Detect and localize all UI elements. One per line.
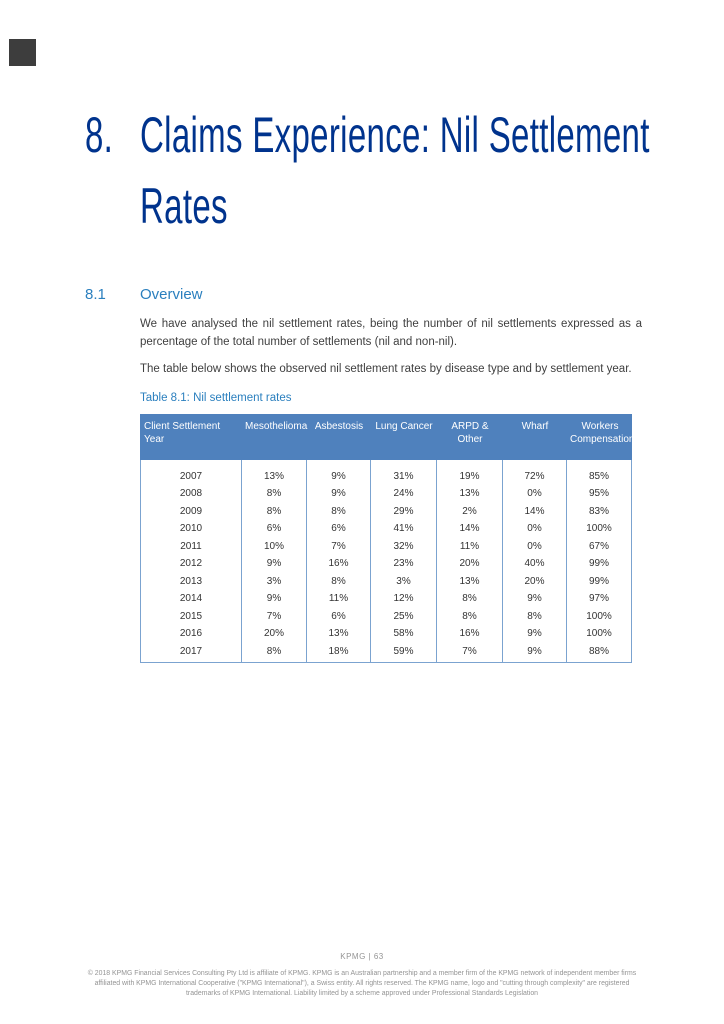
rate-cell: 14% [437,520,503,538]
rate-cell: 18% [307,643,371,664]
rate-cell: 13% [242,460,307,486]
rate-cell: 40% [503,555,567,573]
table-header [140,414,635,460]
year-cell: 2009 [140,503,242,521]
rate-cell: 25% [371,608,437,626]
rate-cell: 20% [437,555,503,573]
rate-cell: 16% [437,625,503,643]
annotation-square [9,39,36,66]
column-header: Client Settlement Year [140,414,242,460]
column-header: ARPD & Other [437,414,503,460]
year-cell: 2017 [140,643,242,664]
rate-cell: 99% [567,573,632,591]
table-row [140,538,632,556]
chapter-heading [85,100,724,242]
rate-cell: 8% [242,643,307,664]
rate-cell: 20% [242,625,307,643]
section-title: Overview [140,286,203,303]
rate-cell: 13% [437,485,503,503]
rate-cell: 85% [567,460,632,486]
column-header: Mesothelioma [242,414,307,460]
year-cell: 2012 [140,555,242,573]
rate-cell: 100% [567,608,632,626]
legal-disclaimer [62,969,662,999]
page-number-label: KPMG | 63 [340,952,384,961]
rate-cell: 16% [307,555,371,573]
rate-cell: 2% [437,503,503,521]
year-cell: 2010 [140,520,242,538]
chapter-title-line1: Claims Experience: Nil Settlement [140,107,650,163]
rate-cell: 32% [371,538,437,556]
nil-rates-table-body [140,460,632,664]
paragraph: We have analysed the nil settlement rates, being the number of nil settlements expressed as a percentage of the total number of settlements (nil and non-nil). [140,318,642,348]
column-header: Workers Compensation [567,414,632,460]
rate-cell: 8% [242,503,307,521]
rate-cell: 8% [242,485,307,503]
table-row [140,573,632,591]
year-cell: 2007 [140,460,242,486]
rate-cell: 0% [503,520,567,538]
table-row [140,625,632,643]
section-number: 8.1 [85,286,106,303]
table-row [140,608,632,626]
rate-cell: 9% [503,625,567,643]
rate-cell: 29% [371,503,437,521]
rate-cell: 13% [307,625,371,643]
rate-cell: 9% [307,460,371,486]
chapter-title-line2: Rates [140,178,228,234]
rate-cell: 100% [567,625,632,643]
rate-cell: 23% [371,555,437,573]
column-header: Lung Cancer [371,414,437,460]
rate-cell: 83% [567,503,632,521]
rate-cell: 88% [567,643,632,664]
year-cell: 2013 [140,573,242,591]
rate-cell: 8% [437,608,503,626]
year-cell: 2014 [140,590,242,608]
rate-cell: 9% [242,590,307,608]
rate-cell: 14% [503,503,567,521]
rate-cell: 100% [567,520,632,538]
rate-cell: 7% [242,608,307,626]
year-cell: 2016 [140,625,242,643]
column-header: Asbestosis [307,414,371,460]
rate-cell: 0% [503,485,567,503]
rate-cell: 67% [567,538,632,556]
section-heading [85,286,203,303]
rate-cell: 19% [437,460,503,486]
legal-line: © 2018 KPMG Financial Services Consulting Pty Ltd is affiliate of KPMG. KPMG is an Australian partnership and a member firm of the KPMG network of independent member firms [87,970,637,977]
rate-cell: 20% [503,573,567,591]
rate-cell: 8% [307,573,371,591]
rate-cell: 8% [503,608,567,626]
rate-cell: 31% [371,460,437,486]
table-row [140,460,632,486]
rate-cell: 11% [437,538,503,556]
section-content [140,316,642,663]
year-cell: 2011 [140,538,242,556]
table-row [140,590,632,608]
nil-settlement-rates-table [140,414,635,664]
table-row [140,503,632,521]
column-header: Wharf [503,414,567,460]
rate-cell: 24% [371,485,437,503]
chapter-title [140,100,724,242]
rate-cell: 9% [307,485,371,503]
rate-cell: 7% [437,643,503,664]
rate-cell: 6% [307,608,371,626]
rate-cell: 11% [307,590,371,608]
table-caption: Table 8.1: Nil settlement rates [140,391,292,404]
rate-cell: 6% [307,520,371,538]
legal-line: trademarks of KPMG International. Liability limited by a scheme approved under Professional Standards Legislation [186,990,538,997]
rate-cell: 9% [242,555,307,573]
rate-cell: 95% [567,485,632,503]
table-row [140,643,632,664]
chapter-number-text: 8. [85,107,114,163]
rate-cell: 58% [371,625,437,643]
table-row [140,485,632,503]
rate-cell: 3% [371,573,437,591]
year-cell: 2008 [140,485,242,503]
rate-cell: 97% [567,590,632,608]
rate-cell: 6% [242,520,307,538]
paragraph: The table below shows the observed nil settlement rates by disease type and by settlement year. [140,363,632,375]
rate-cell: 9% [503,643,567,664]
rate-cell: 0% [503,538,567,556]
rate-cell: 59% [371,643,437,664]
rate-cell: 9% [503,590,567,608]
table-row [140,520,632,538]
chapter-number [85,100,140,242]
rate-cell: 41% [371,520,437,538]
rate-cell: 3% [242,573,307,591]
rate-cell: 8% [437,590,503,608]
legal-line: affiliated with KPMG International Cooperative ("KPMG International"), a Swiss entity. All rights reserved. The KPMG name, logo and "cutting through complexity" are registered [94,980,630,987]
rate-cell: 72% [503,460,567,486]
year-cell: 2015 [140,608,242,626]
table-header-row [140,414,632,460]
table-row [140,555,632,573]
rate-cell: 13% [437,573,503,591]
rate-cell: 8% [307,503,371,521]
rate-cell: 10% [242,538,307,556]
rate-cell: 12% [371,590,437,608]
rate-cell: 99% [567,555,632,573]
rate-cell: 7% [307,538,371,556]
